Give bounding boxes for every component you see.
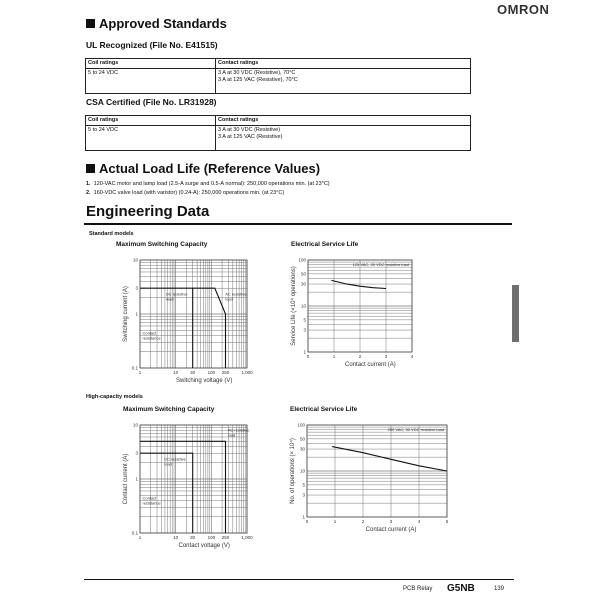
x-axis-label: Contact voltage (V) (178, 543, 230, 549)
std-service-life-chart (283, 253, 433, 388)
engineering-data-title: Engineering Data (86, 203, 210, 220)
x-tick-label: 3 (384, 354, 388, 359)
chart-title: Electrical Service Life (290, 406, 358, 413)
y-tick-label: 3 (303, 327, 306, 333)
y-tick-label: 10 (132, 422, 138, 428)
footer-model: G5NB (447, 583, 475, 594)
csa-heading: CSA Certified (File No. LR31928) (86, 97, 217, 107)
hc-switching-capacity-chart (118, 418, 268, 553)
footer-product: PCB Relay (403, 586, 433, 592)
chart-annotation: Contact (142, 495, 157, 501)
standard-models-label: Standard models (89, 231, 134, 237)
x-tick-label: 1 (138, 370, 142, 375)
ul-header-coil: Coil ratings (86, 59, 216, 69)
section-divider (84, 223, 512, 225)
chart-title: Maximum Switching Capacity (116, 241, 208, 248)
y-tick-label: 1 (302, 514, 305, 520)
x-tick-label: 2 (361, 519, 365, 524)
legend-label: 125 VAC, 30 VDC resistive load (352, 262, 409, 267)
x-tick-label: 3 (389, 519, 393, 524)
ul-table (85, 58, 471, 94)
list-item (86, 189, 330, 198)
chart-title: Electrical Service Life (291, 241, 359, 248)
list-number: 1. (86, 181, 91, 187)
csa-contact-line: 3 A at 30 VDC (Resistive) (218, 127, 281, 133)
x-tick-label: 1 (333, 519, 337, 524)
chart-annotation: resistance (142, 335, 161, 341)
footer-page-number: 139 (494, 586, 505, 592)
chart-annotation: load (164, 461, 172, 467)
y-axis-label: No. of operations (× 10⁴) (290, 438, 296, 504)
approved-standards-heading (86, 16, 227, 31)
x-tick-label: 0 (305, 519, 309, 524)
chart-title: Maximum Switching Capacity (123, 406, 215, 413)
chart-annotation: load (225, 296, 233, 302)
approved-standards-title: Approved Standards (99, 16, 227, 31)
x-tick-label: 2 (358, 354, 362, 359)
ul-coil-cell: 5 to 24 VDC (86, 69, 216, 94)
square-bullet-icon (86, 164, 95, 173)
x-axis-label: Contact current (A) (345, 362, 396, 368)
y-tick-label: 3 (135, 450, 138, 456)
ul-header-contact: Contact ratings (216, 59, 471, 69)
x-tick-label: 4 (417, 519, 421, 524)
chart-annotation: AC resistive (227, 427, 250, 433)
csa-header-contact: Contact ratings (216, 116, 471, 126)
x-tick-label: 10 (173, 370, 179, 375)
y-tick-label: 5 (302, 482, 305, 488)
y-tick-label: 50 (299, 436, 305, 442)
load-life-list (86, 180, 330, 198)
section-tab-marker (512, 285, 519, 342)
x-tick-label: 30 (190, 370, 196, 375)
series-line (193, 288, 226, 368)
list-number: 2. (86, 190, 91, 196)
chart-annotation: AC resistive (225, 291, 247, 297)
x-tick-label: 10 (173, 535, 179, 540)
x-tick-label: 0 (306, 354, 310, 359)
y-tick-label: 1 (135, 311, 138, 317)
chart-annotation: DC resistive (164, 456, 186, 462)
y-tick-label: 5 (303, 317, 306, 323)
y-tick-label: 10 (300, 303, 306, 309)
y-tick-label: 30 (300, 281, 306, 287)
list-text: 160-VDC valve load (with varistor) (0.24-A): 250,000 operations min. (at 23°C) (93, 190, 285, 196)
x-tick-label: 1 (138, 535, 142, 540)
y-tick-label: 50 (300, 271, 306, 277)
y-tick-label: 3 (135, 285, 138, 291)
ul-contact-line: 3 A at 30 VDC (Resistive), 70°C (218, 70, 296, 76)
hc-service-life-chart (282, 418, 457, 553)
y-axis-label: Service Life (×10⁴ operations) (291, 266, 297, 346)
y-tick-label: 1 (135, 476, 138, 482)
brand-logo: OMRON (497, 2, 550, 17)
y-tick-label: 30 (299, 446, 305, 452)
y-tick-label: 0.1 (131, 365, 138, 371)
x-tick-label: 4 (410, 354, 414, 359)
footer-divider (84, 579, 514, 580)
csa-table (85, 115, 471, 151)
y-tick-label: 0.1 (131, 530, 138, 536)
actual-load-life-heading (86, 161, 320, 176)
table-row (86, 126, 471, 151)
ul-contact-line: 3 A at 125 VAC (Resistive), 70°C (218, 77, 298, 83)
x-tick-label: 5 (445, 519, 449, 524)
std-switching-capacity-chart (110, 253, 260, 388)
csa-contact-cell (216, 126, 471, 151)
x-tick-label: 1,000 (241, 535, 253, 540)
series-line (332, 447, 447, 471)
y-tick-label: 1 (303, 349, 306, 355)
y-tick-label: 10 (299, 468, 305, 474)
csa-header-coil: Coil ratings (86, 116, 216, 126)
x-tick-label: 30 (190, 535, 196, 540)
x-tick-label: 1 (332, 354, 336, 359)
ul-contact-cell (216, 69, 471, 94)
x-tick-label: 100 (207, 535, 216, 540)
y-tick-label: 100 (298, 257, 306, 263)
chart-annotation: resistance (142, 500, 161, 506)
y-tick-label: 10 (132, 257, 138, 263)
x-axis-label: Contact current (A) (365, 527, 417, 533)
chart-annotation: DC resistive (165, 291, 188, 297)
series-line (331, 280, 386, 288)
list-text: 120-VAC motor and lamp load (2.5-A surge and 0.5-A normal): 250,000 operations min. (at 23°C) (93, 181, 330, 187)
y-tick-label: 3 (302, 492, 305, 498)
high-capacity-models-label: High-capacity models (86, 394, 143, 400)
chart-annotation: load (227, 432, 236, 438)
chart-annotation: Contact (142, 330, 157, 336)
square-bullet-icon (86, 19, 95, 28)
y-tick-label: 100 (297, 422, 305, 428)
y-axis-label: Contact current (A) (123, 453, 129, 505)
x-tick-label: 250 (221, 370, 230, 375)
actual-load-life-title: Actual Load Life (Reference Values) (99, 161, 321, 176)
table-row (86, 69, 471, 94)
csa-contact-line: 3 A at 125 VAC (Resistive) (218, 134, 283, 140)
ul-heading: UL Recognized (File No. E41515) (86, 40, 218, 50)
x-tick-label: 100 (207, 370, 216, 375)
legend-label: 250 VAC, 30 VDC resistive load (387, 427, 444, 432)
x-tick-label: 250 (221, 535, 230, 540)
chart-annotation: load (165, 296, 174, 302)
y-axis-label: Switching current (A) (123, 286, 129, 342)
x-axis-label: Switching voltage (V) (176, 378, 233, 384)
list-item (86, 180, 330, 189)
csa-coil-cell: 5 to 24 VDC (86, 126, 216, 151)
x-tick-label: 1,000 (241, 370, 253, 375)
